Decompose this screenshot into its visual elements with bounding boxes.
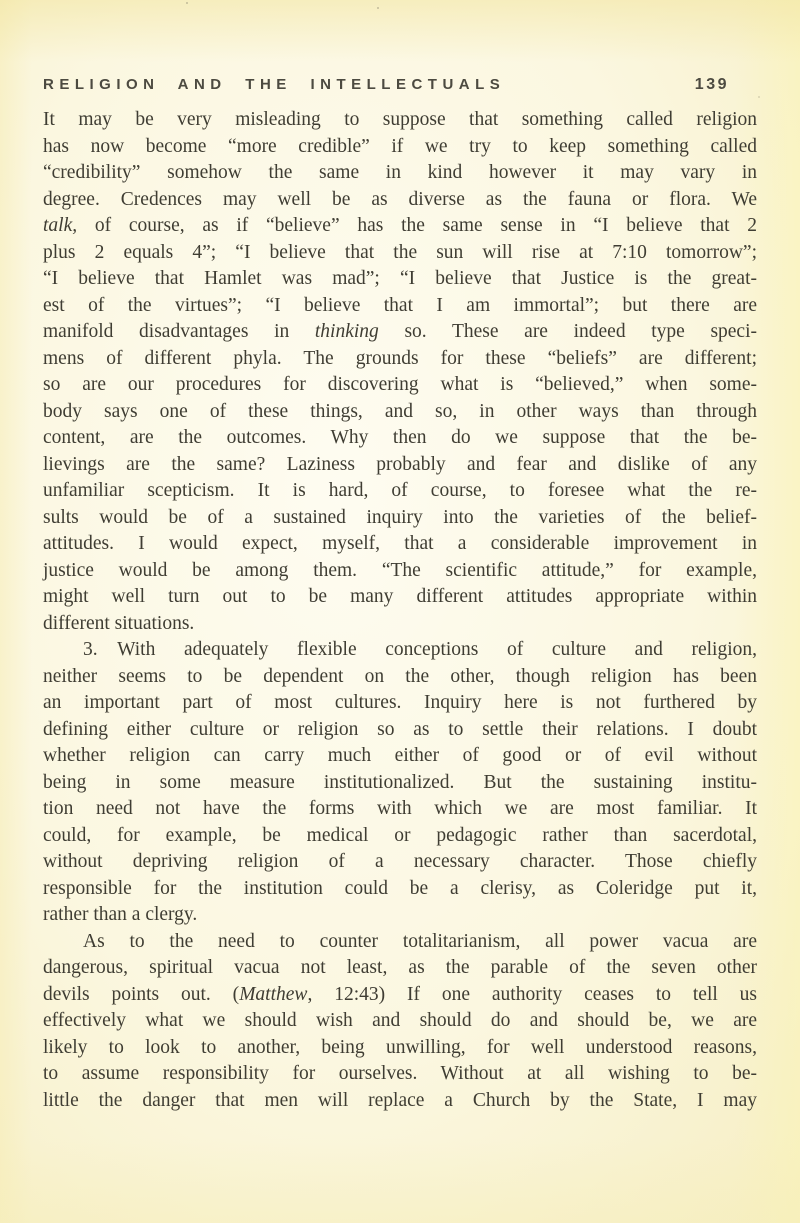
text-line [43, 266, 757, 293]
text-run: different situations. [43, 612, 195, 634]
text-run: whether religion can carry much either of good or of evil without [43, 745, 757, 766]
text-run: As to the need to counter totalitarianism, all power vacua are [83, 930, 757, 952]
text-run: defining either culture or religion so as to settle their relations. I doubt [43, 718, 757, 740]
text-line [43, 611, 757, 638]
text-line [43, 664, 757, 691]
text-run: might well turn out to be many different attitudes appropriate within [43, 586, 757, 607]
text-run: sults would be of a sustained inquiry into the varieties of the belief- [43, 506, 757, 528]
text-run: tion need not have the forms with which we are most familiar. It [43, 798, 757, 819]
text-run: unfamiliar scepticism. It is hard, of course, to foresee what the re- [43, 480, 757, 501]
text-run: It may be very misleading to suppose that something called religion [43, 109, 757, 130]
text-run: 3. With adequately flexible conceptions of culture and religion, [83, 639, 757, 660]
running-title: RELIGION AND THE INTELLECTUALS [43, 76, 506, 93]
text-run: content, are the outcomes. Why then do we suppose that the be- [43, 427, 757, 448]
text-line [43, 929, 757, 956]
paragraph [43, 929, 757, 1115]
text-line [43, 452, 757, 479]
text-line [43, 982, 757, 1009]
text-line [43, 637, 757, 664]
text-line [43, 478, 757, 505]
text-line [43, 187, 757, 214]
text-line [43, 505, 757, 532]
text-run: devils points out. ( [43, 983, 240, 1005]
text-line [43, 399, 757, 426]
text-line [43, 1035, 757, 1062]
text-run: to assume responsibility for ourselves. Without at all wishing to be- [43, 1063, 757, 1084]
text-line [43, 107, 757, 134]
page-body [43, 107, 757, 1114]
text-line [43, 425, 757, 452]
text-line [43, 796, 757, 823]
text-line [43, 1061, 757, 1088]
scan-speck [377, 7, 379, 9]
text-run: effectively what we should wish and should do and should be, we are [43, 1010, 757, 1031]
text-run: could, for example, be medical or pedagogic rather than sacerdotal, [43, 824, 757, 846]
scan-speck [758, 96, 760, 98]
text-run: degree. Credences may well be as diverse as the fauna or flora. We [43, 188, 757, 210]
text-line [43, 902, 757, 929]
italic-text: talk, [43, 215, 78, 236]
text-run: body says one of these things, and so, in other ways than through [43, 400, 757, 422]
text-run: mens of different phyla. The grounds for these “beliefs” are different; [43, 347, 757, 369]
text-run: plus 2 equals 4”; “I believe that the sun will rise at 7:10 tomorrow”; [43, 241, 757, 263]
text-line [43, 717, 757, 744]
text-line [43, 372, 757, 399]
text-run: neither seems to be dependent on the other, though religion has been [43, 665, 757, 687]
text-line [43, 558, 757, 585]
text-run: without depriving religion of a necessary character. Those chiefly [43, 851, 757, 872]
text-line [43, 319, 757, 346]
text-run: responsible for the institution could be a clerisy, as Coleridge put it, [43, 877, 757, 899]
text-line [43, 849, 757, 876]
text-run: est of the virtues”; “I believe that I am immortal”; but there are [43, 294, 757, 316]
text-run: attitudes. I would expect, myself, that a considerable improvement in [43, 533, 757, 554]
text-line [43, 823, 757, 850]
text-line [43, 531, 757, 558]
text-line [43, 240, 757, 267]
text-run: “credibility” somehow the same in kind however it may vary in [43, 162, 757, 183]
text-line [43, 293, 757, 320]
text-run: of course, as if “believe” has the same sense in “I believe that 2 [77, 215, 757, 236]
text-line [43, 955, 757, 982]
text-run: , 12:43) If one authority ceases to tell us [307, 983, 758, 1005]
text-line [43, 1088, 757, 1115]
text-run: rather than a clergy. [43, 904, 198, 925]
text-line [43, 743, 757, 770]
text-run: little the danger that men will replace a Church by the State, I may [43, 1089, 757, 1111]
scan-speck [186, 2, 188, 4]
text-run: so. These are indeed type speci- [378, 321, 758, 342]
paragraph [43, 637, 757, 929]
text-run: an important part of most cultures. Inquiry here is not furthered by [43, 692, 757, 713]
text-run: likely to look to another, being unwilling, for well understood reasons, [43, 1036, 757, 1058]
text-line [43, 876, 757, 903]
italic-text: thinking [314, 321, 379, 342]
italic-text: Matthew [239, 983, 308, 1005]
text-line [43, 770, 757, 797]
text-run: being in some measure institutionalized. But the sustaining institu- [43, 771, 757, 793]
running-header [43, 76, 757, 94]
page-number: 139 [694, 76, 729, 93]
text-line [43, 690, 757, 717]
text-line [43, 346, 757, 373]
text-line [43, 134, 757, 161]
text-line [43, 1008, 757, 1035]
text-run: dangerous, spiritual vacua not least, as the parable of the seven other [43, 957, 757, 978]
text-run: lievings are the same? Laziness probably and fear and dislike of any [43, 453, 757, 475]
paragraph [43, 107, 757, 637]
text-line [43, 213, 757, 240]
text-line [43, 584, 757, 611]
text-run: so are our procedures for discovering what is “believed,” when some- [43, 374, 757, 395]
text-run: manifold disadvantages in [43, 321, 315, 342]
text-run: “I believe that Hamlet was mad”; “I believe that Justice is the great- [43, 268, 757, 289]
text-line [43, 160, 757, 187]
text-run: justice would be among them. “The scientific attitude,” for example, [43, 559, 757, 581]
text-run: has now become “more credible” if we try to keep something called [43, 135, 757, 157]
